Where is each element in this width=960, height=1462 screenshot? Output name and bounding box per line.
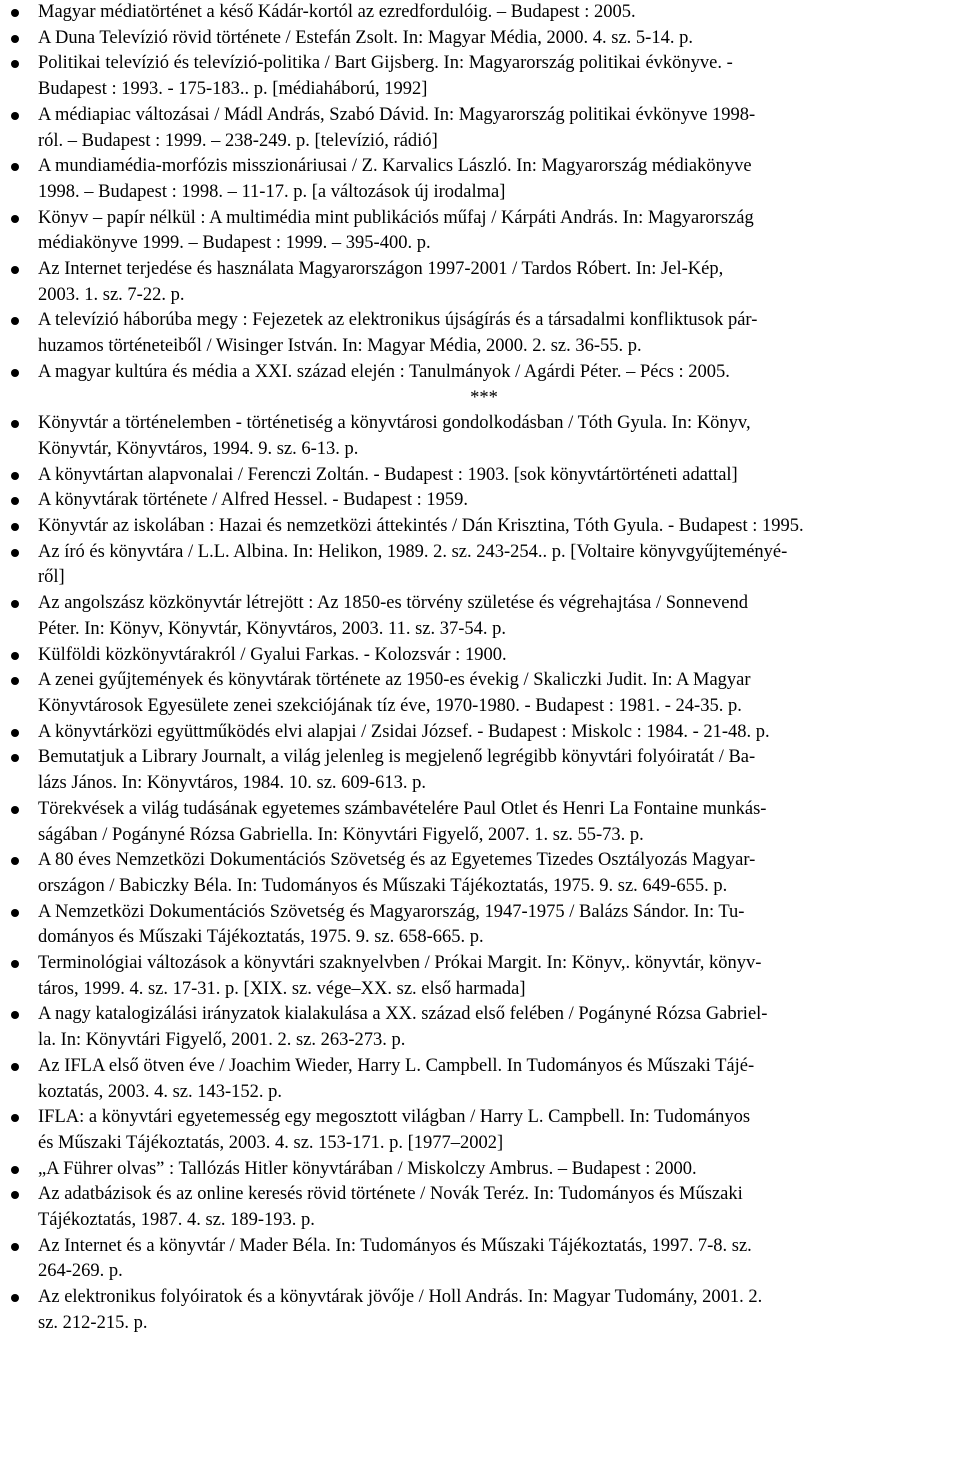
entry-text-line: A 80 éves Nemzetközi Dokumentációs Szövetség és az Egyetemes Tizedes Osztályozás Magyar-	[38, 850, 756, 871]
section-separator: ***	[470, 387, 498, 408]
bullet-icon	[11, 1063, 19, 1071]
entry-text-line: ről]	[38, 567, 65, 588]
entry-text-line: dományos és Műszaki Tájékoztatás, 1975. 9. sz. 658-665. p.	[38, 927, 484, 948]
bibliography-entry	[38, 360, 930, 386]
bibliography-entry	[38, 103, 930, 154]
bullet-icon	[11, 9, 19, 17]
entry-text-line: koztatás, 2003. 4. sz. 143-152. p.	[38, 1081, 283, 1102]
bibliography-entry	[38, 1054, 930, 1105]
entry-text-line: Bemutatjuk a Library Journalt, a világ jelenleg is megjelenő legrégibb könyvtári folyóiratát / Ba-	[38, 747, 756, 768]
bullet-icon	[11, 472, 19, 480]
bullet-icon	[11, 806, 19, 814]
entry-text-line: Törekvések a világ tudásának egyetemes számbavételére Paul Otlet és Henri La Fontaine munkás-	[38, 798, 767, 819]
bibliography-entry	[38, 1234, 930, 1285]
bibliography-entry	[38, 1285, 930, 1336]
bibliography-entry	[38, 1002, 930, 1053]
bullet-icon	[11, 549, 19, 557]
entry-text-line: 1998. – Budapest : 1998. – 11-17. p. [a változások új irodalma]	[38, 181, 506, 202]
bullet-icon	[11, 112, 19, 120]
bullet-icon	[11, 266, 19, 274]
bibliography-entry	[38, 206, 930, 257]
bullet-icon	[11, 497, 19, 505]
entry-text-line: 2003. 1. sz. 7-22. p.	[38, 284, 185, 305]
bullet-icon	[11, 1166, 19, 1174]
entry-text-line: 264-269. p.	[38, 1261, 123, 1282]
entry-text-line: Az adatbázisok és az online keresés rövid története / Novák Teréz. In: Tudományos és Műszaki	[38, 1184, 743, 1205]
bibliography-list-media	[38, 0, 930, 386]
entry-text-line: Terminológiai változások a könyvtári szaknyelvben / Prókai Margit. In: Könyv,. könyvtár, könyv-	[38, 953, 762, 974]
entry-text-line: A mundiamédia-morfózis misszionáriusai / Z. Karvalics László. In: Magyarország médiakönyve	[38, 156, 752, 177]
entry-text-line: A nagy katalogizálási irányzatok kialakulása a XX. század első felében / Pogányné Rózsa Gabriel-	[38, 1004, 768, 1025]
entry-text-line: huzamos történeteiből / Wisinger István. In: Magyar Média, 2000. 2. sz. 36-55. p.	[38, 336, 642, 357]
bullet-icon	[11, 1294, 19, 1302]
entry-text-line: Könyvtár az iskolában : Hazai és nemzetközi áttekintés / Dán Krisztina, Tóth Gyula. - Budapest : 1995.	[38, 516, 804, 537]
bibliography-entry	[38, 1157, 930, 1183]
entry-text-line: Könyvtár, Könyvtáros, 1994. 9. sz. 6-13. p.	[38, 438, 359, 459]
entry-text-line: A magyar kultúra és média a XXI. század elején : Tanulmányok / Agárdi Péter. – Pécs : 2005.	[38, 361, 730, 382]
bullet-icon	[11, 1191, 19, 1199]
bullet-icon	[11, 652, 19, 660]
entry-text-line: Péter. In: Könyv, Könyvtár, Könyvtáros, 2003. 11. sz. 37-54. p.	[38, 618, 507, 639]
bibliography-entry	[38, 540, 930, 591]
entry-text-line: Könyvtár a történelemben - történetiség a könyvtárosi gondolkodásban / Tóth Gyula. In: Könyv,	[38, 413, 751, 434]
entry-text-line: la. In: Könyvtári Figyelő, 2001. 2. sz. 263-273. p.	[38, 1030, 406, 1051]
entry-text-line: ságában / Pogányné Rózsa Gabriella. In: Könyvtári Figyelő, 2007. 1. sz. 55-73. p.	[38, 824, 644, 845]
bullet-icon	[11, 729, 19, 737]
entry-text-line: ról. – Budapest : 1999. – 238-249. p. [televízió, rádió]	[38, 130, 438, 151]
entry-text-line: Az író és könyvtára / L.L. Albina. In: Helikon, 1989. 2. sz. 243-254.. p. [Voltaire könyvgyűjteményé-	[38, 541, 788, 562]
bibliography-entry	[38, 154, 930, 205]
bullet-icon	[11, 857, 19, 865]
bullet-icon	[11, 677, 19, 685]
bibliography-entry	[38, 1105, 930, 1156]
entry-text-line: Magyar médiatörténet a késő Kádár-kortól az ezredfordulóig. – Budapest : 2005.	[38, 2, 636, 22]
bullet-icon	[11, 215, 19, 223]
entry-text-line: Könyvtárosok Egyesülete zenei szekciójának tíz éve, 1970-1980. - Budapest : 1981. - 24-35. p.	[38, 695, 742, 716]
bibliography-entry	[38, 848, 930, 899]
entry-text-line: és Műszaki Tájékoztatás, 2003. 4. sz. 153-171. p. [1977–2002]	[38, 1132, 504, 1153]
entry-text-line: Az elektronikus folyóiratok és a könyvtárak jövője / Holl András. In: Magyar Tudomány, 2001. 2.	[38, 1287, 763, 1308]
bullet-icon	[11, 1011, 19, 1019]
bibliography-entry	[38, 1182, 930, 1233]
bullet-icon	[11, 523, 19, 531]
bullet-icon	[11, 163, 19, 171]
bullet-icon	[11, 317, 19, 325]
entry-text-line: lázs János. In: Könyvtáros, 1984. 10. sz. 609-613. p.	[38, 773, 426, 794]
bibliography-entry	[38, 257, 930, 308]
entry-text-line: Az IFLA első ötven éve / Joachim Wieder, Harry L. Campbell. In Tudományos és Műszaki Tájé-	[38, 1055, 755, 1076]
entry-text-line: Az Internet terjedése és használata Magyarországon 1997-2001 / Tardos Róbert. In: Jel-Kép,	[38, 259, 724, 280]
bullet-icon	[11, 754, 19, 762]
entry-text-line: IFLA: a könyvtári egyetemesség egy megosztott világban / Harry L. Campbell. In: Tudományos	[38, 1107, 751, 1128]
bibliography-entry	[38, 720, 930, 746]
bibliography-entry	[38, 463, 930, 489]
bibliography-entry	[38, 643, 930, 669]
bibliography-entry	[38, 308, 930, 359]
bibliography-entry	[38, 668, 930, 719]
entry-text-line: A könyvtárak története / Alfred Hessel. - Budapest : 1959.	[38, 490, 469, 511]
bullet-icon	[11, 909, 19, 917]
entry-text-line: A médiapiac változásai / Mádl András, Szabó Dávid. In: Magyarország politikai évkönyve 1998-	[38, 104, 756, 125]
entry-text-line: A Duna Televízió rövid története / Estefán Zsolt. In: Magyar Média, 2000. 4. sz. 5-14. p.	[38, 27, 693, 48]
bullet-icon	[11, 60, 19, 68]
bibliography-entry	[38, 0, 930, 26]
entry-text-line: Külföldi közkönyvtárakról / Gyalui Farkas. - Kolozsvár : 1900.	[38, 644, 507, 665]
entry-text-line: A televízió háborúba megy : Fejezetek az elektronikus újságírás és a társadalmi konfliktusok pár-	[38, 310, 758, 331]
bibliography-entry	[38, 411, 930, 462]
bibliography-entry	[38, 514, 930, 540]
bullet-icon	[11, 369, 19, 377]
entry-text-line: Budapest : 1993. - 175-183.. p. [médiaháború, 1992]	[38, 79, 428, 100]
bibliography-entry	[38, 51, 930, 102]
bullet-icon	[11, 600, 19, 608]
bullet-icon	[11, 35, 19, 43]
bibliography-entry	[38, 951, 930, 1002]
entry-text-line: Az Internet és a könyvtár / Mader Béla. In: Tudományos és Műszaki Tájékoztatás, 1997. 7-8. sz.	[38, 1235, 752, 1256]
entry-text-line: A könyvtártan alapvonalai / Ferenczi Zoltán. - Budapest : 1903. [sok könyvtártörténeti adattal]	[38, 464, 738, 485]
bibliography-entry	[38, 900, 930, 951]
entry-text-line: A könyvtárközi együttműködés elvi alapjai / Zsidai József. - Budapest : Miskolc : 1984. - 21-48. p.	[38, 721, 770, 742]
bibliography-entry	[38, 26, 930, 52]
bullet-icon	[11, 960, 19, 968]
entry-text-line: táros, 1999. 4. sz. 17-31. p. [XIX. sz. vége–XX. sz. első harmada]	[38, 978, 526, 999]
entry-text-line: Könyv – papír nélkül : A multimédia mint publikációs műfaj / Kárpáti András. In: Magyarország	[38, 207, 754, 228]
bullet-icon	[11, 1114, 19, 1122]
bullet-icon	[11, 420, 19, 428]
bibliography-entry	[38, 797, 930, 848]
bullet-icon	[11, 1243, 19, 1251]
bibliography-entry	[38, 591, 930, 642]
bibliography-entry	[38, 488, 930, 514]
entry-text-line: sz. 212-215. p.	[38, 1312, 148, 1333]
entry-text-line: A zenei gyűjtemények és könyvtárak története az 1950-es évekig / Skaliczki Judit. In: A Magyar	[38, 670, 751, 691]
entry-text-line: országon / Babiczky Béla. In: Tudományos és Műszaki Tájékoztatás, 1975. 9. sz. 649-655. p.	[38, 875, 728, 896]
bibliography-entry	[38, 745, 930, 796]
entry-text-line: „A Führer olvas” : Tallózás Hitler könyvtárában / Miskolczy Ambrus. – Budapest : 2000.	[38, 1158, 697, 1179]
entry-text-line: Politikai televízió és televízió-politika / Bart Gijsberg. In: Magyarország politikai évkönyve. -	[38, 53, 733, 74]
entry-text-line: A Nemzetközi Dokumentációs Szövetség és Magyarország, 1947-1975 / Balázs Sándor. In: Tu-	[38, 901, 745, 922]
entry-text-line: Tájékoztatás, 1987. 4. sz. 189-193. p.	[38, 1210, 315, 1231]
bibliography-list-library	[38, 411, 930, 1336]
entry-text-line: Az angolszász közkönyvtár létrejött : Az 1850-es törvény születése és végrehajtása / Sonnevend	[38, 593, 748, 614]
entry-text-line: médiakönyve 1999. – Budapest : 1999. – 395-400. p.	[38, 233, 431, 254]
